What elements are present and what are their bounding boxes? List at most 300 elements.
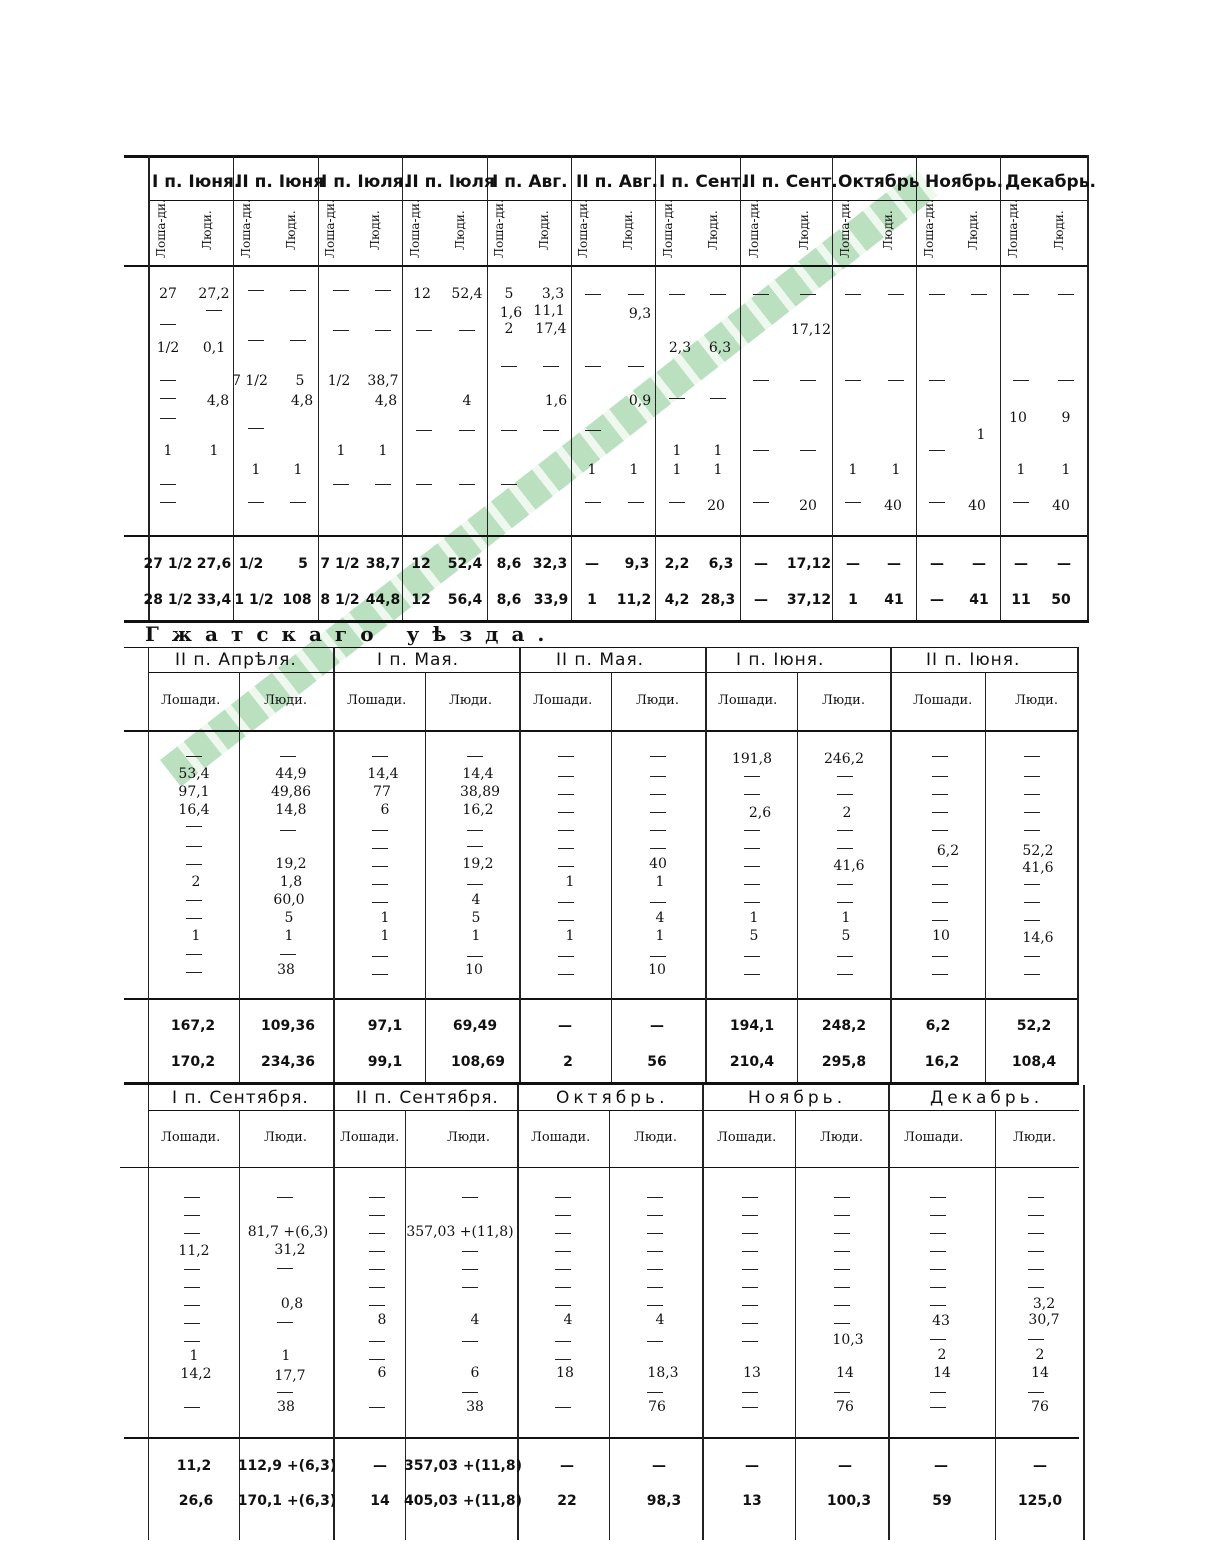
dash-mark <box>555 1197 571 1198</box>
cell: 5 <box>295 373 305 389</box>
total-cell: 100,3 <box>826 1493 872 1509</box>
dash-mark <box>834 1197 850 1198</box>
dash-mark <box>555 1233 571 1234</box>
sub-header-people: Люди. <box>820 1130 863 1145</box>
col-header: II п. Іюня <box>236 172 325 192</box>
col-header: II п. Сент. <box>743 172 838 192</box>
cell: 4,8 <box>374 393 398 409</box>
col-header: I п. Сентября. <box>172 1088 309 1108</box>
total-cell: — <box>930 592 944 608</box>
cell: 1 <box>672 462 682 478</box>
dash-mark <box>462 1251 478 1252</box>
sub-header-horses: Лоша-ди. <box>408 199 422 258</box>
sub-header-people: Люди. <box>368 210 382 250</box>
cell: 10 <box>932 928 950 944</box>
cell: 357,03 +(11,8) <box>406 1224 514 1240</box>
dash-mark <box>369 1215 385 1216</box>
total-cell: — <box>1057 556 1071 572</box>
dash-mark <box>369 1251 385 1252</box>
cell: 1/2 <box>156 340 180 356</box>
dash-mark <box>742 1215 758 1216</box>
dash-mark <box>742 1197 758 1198</box>
dash-mark <box>184 1269 200 1270</box>
total-cell: 357,03 +(11,8) <box>404 1458 522 1474</box>
dash-mark <box>834 1392 850 1393</box>
total-cell: 17,12 <box>786 556 832 572</box>
cell: 18 <box>556 1365 574 1381</box>
total-cell: 37,12 <box>786 592 832 608</box>
cell: 1 <box>380 928 390 944</box>
dash-mark <box>369 1359 385 1360</box>
dash-mark <box>834 1323 850 1324</box>
rule <box>120 1167 1079 1168</box>
total-cell: — <box>560 1458 574 1474</box>
dash-mark <box>1028 1215 1044 1216</box>
col-header: I п. Авг. <box>492 172 568 192</box>
total-cell: 194,1 <box>729 1018 775 1034</box>
total-cell: 170,2 <box>170 1054 216 1070</box>
cell: 0,1 <box>202 340 226 356</box>
total-cell: 22 <box>557 1493 577 1509</box>
rule <box>124 1437 1079 1439</box>
dash-mark <box>742 1341 758 1342</box>
cell: 14,4 <box>367 766 399 782</box>
cell: 52,4 <box>451 286 483 302</box>
sub-header-people: Люди. <box>200 210 214 250</box>
cell: 1 <box>471 928 481 944</box>
cell: 6 <box>470 1365 480 1381</box>
dash-mark <box>462 1197 478 1198</box>
dash-mark <box>277 1268 293 1269</box>
dash-mark <box>1028 1269 1044 1270</box>
dash-mark <box>1028 1287 1044 1288</box>
dash-mark <box>742 1233 758 1234</box>
cell: 8 <box>377 1312 387 1328</box>
total-cell: 8 1/2 <box>320 592 360 608</box>
dash-mark <box>930 1197 946 1198</box>
cell: 4 <box>471 892 481 908</box>
cell: 7 1/2 <box>232 373 268 389</box>
dash-mark <box>834 1233 850 1234</box>
cell: 13 <box>743 1365 761 1381</box>
sub-header-people: Люди. <box>264 693 307 708</box>
cell: 53,4 <box>178 766 210 782</box>
dash-mark <box>184 1407 200 1408</box>
cell: 1 <box>336 443 346 459</box>
cell: 10 <box>465 962 483 978</box>
total-cell: 9,3 <box>624 556 650 572</box>
cell: 16,2 <box>462 802 494 818</box>
total-cell: 2,2 <box>664 556 690 572</box>
cell: 3,2 <box>1032 1296 1056 1312</box>
sub-header-horses: Лошади. <box>161 1130 221 1145</box>
dash-mark <box>369 1287 385 1288</box>
dash-mark <box>462 1287 478 1288</box>
total-cell: 1 1/2 <box>234 592 274 608</box>
dash-mark <box>369 1407 385 1408</box>
sub-header-horses: Лоша-ди. <box>1006 199 1020 258</box>
total-cell: 125,0 <box>1017 1493 1063 1509</box>
total-cell: 52,4 <box>447 556 483 572</box>
total-cell: 210,4 <box>729 1054 775 1070</box>
sub-header-horses: Лоша-ди. <box>492 199 506 258</box>
cell: 2,6 <box>748 805 772 821</box>
cell: 10 <box>648 962 666 978</box>
dash-mark <box>1028 1251 1044 1252</box>
sub-header-horses: Лошади. <box>340 1130 400 1145</box>
dash-mark <box>555 1251 571 1252</box>
dash-mark <box>647 1269 663 1270</box>
dash-mark <box>277 1322 293 1323</box>
cell: 38 <box>466 1399 484 1415</box>
cell: 97,1 <box>178 784 210 800</box>
total-cell: 32,3 <box>532 556 568 572</box>
cell: 1,8 <box>279 874 303 890</box>
col-header: II п. Сентября. <box>356 1088 499 1108</box>
sub-header-people: Люди. <box>706 210 720 250</box>
total-cell: 69,49 <box>452 1018 498 1034</box>
total-cell: 16,2 <box>924 1054 960 1070</box>
cell: 1 <box>281 1348 291 1364</box>
sub-header-people: Люди. <box>634 1130 677 1145</box>
total-cell: — <box>846 556 860 572</box>
cell: 20 <box>799 498 817 514</box>
dash-mark <box>834 1305 850 1306</box>
total-cell: — <box>934 1458 948 1474</box>
total-cell: 99,1 <box>367 1054 403 1070</box>
cell: 12 <box>413 286 431 302</box>
col-header: II п. Іюля <box>406 172 495 192</box>
total-cell: 11,2 <box>616 592 652 608</box>
dash-mark <box>742 1269 758 1270</box>
total-cell: 41 <box>884 592 904 608</box>
dash-mark <box>647 1392 663 1393</box>
cell: 2 <box>937 1347 947 1363</box>
cell: 4 <box>563 1312 573 1328</box>
cell: 5 <box>841 928 851 944</box>
total-cell: 6,3 <box>708 556 734 572</box>
col-divider <box>795 1110 796 1540</box>
dash-mark <box>555 1215 571 1216</box>
dash-mark <box>184 1215 200 1216</box>
total-cell: 5 <box>298 556 308 572</box>
dash-mark <box>184 1233 200 1234</box>
cell: 49,86 <box>270 784 312 800</box>
cell: 9,3 <box>628 306 652 322</box>
dash-mark <box>1028 1233 1044 1234</box>
dash-mark <box>930 1339 946 1340</box>
cell: 14,8 <box>275 802 307 818</box>
cell: 1 <box>629 462 639 478</box>
sub-header-people: Люди. <box>447 1130 490 1145</box>
cell: 76 <box>648 1399 666 1415</box>
sub-header-horses: Лошади. <box>718 693 778 708</box>
sub-header-horses: Лоша-ди. <box>154 199 168 258</box>
total-cell: — <box>585 556 599 572</box>
sub-header-people: Люди. <box>1015 693 1058 708</box>
dash-mark <box>369 1233 385 1234</box>
total-cell: — <box>972 556 986 572</box>
cell: 27 <box>159 286 177 302</box>
cell: 4,8 <box>290 393 314 409</box>
total-cell: — <box>838 1458 852 1474</box>
sub-header-horses: Лоша-ди. <box>661 199 675 258</box>
total-cell: 41 <box>969 592 989 608</box>
sub-header-people: Люди. <box>1052 210 1066 250</box>
total-cell: 1/2 <box>238 556 264 572</box>
total-cell: 28 1/2 <box>143 592 193 608</box>
cell: 6 <box>377 1365 387 1381</box>
total-cell: 8,6 <box>496 556 522 572</box>
col-divider <box>888 1085 890 1540</box>
dash-mark <box>369 1341 385 1342</box>
sub-header-horses: Лоша-ди. <box>239 199 253 258</box>
cell: 4,8 <box>206 393 230 409</box>
total-cell: 234,36 <box>260 1054 316 1070</box>
cell: 30,7 <box>1028 1312 1060 1328</box>
cell: 40 <box>649 856 667 872</box>
dash-mark <box>930 1233 946 1234</box>
cell: 1 <box>1061 462 1071 478</box>
sub-header-horses: Лошади. <box>717 1130 777 1145</box>
col-header: Октябрь <box>838 172 920 192</box>
cell: 19,2 <box>275 856 307 872</box>
cell: 1 <box>189 1348 199 1364</box>
cell: 11,1 <box>533 303 565 319</box>
col-header: Декабрь. <box>1005 172 1096 192</box>
cell: 191,8 <box>731 751 773 767</box>
sub-header-horses: Лошади. <box>904 1130 964 1145</box>
cell: 76 <box>1031 1399 1049 1415</box>
cell: 1/2 <box>327 373 351 389</box>
sub-header-horses: Лоша-ди. <box>747 199 761 258</box>
sub-header-people: Люди. <box>797 210 811 250</box>
cell: 10,3 <box>832 1332 864 1348</box>
cell: 6 <box>380 802 390 818</box>
total-cell: 8,6 <box>496 592 522 608</box>
dash-mark <box>1028 1197 1044 1198</box>
total-cell: 2 <box>563 1054 573 1070</box>
cell: 31,2 <box>274 1242 306 1258</box>
cell: 1 <box>378 443 388 459</box>
cell: 6,2 <box>936 843 960 859</box>
dash-mark <box>462 1269 478 1270</box>
dash-mark <box>834 1287 850 1288</box>
cell: 40 <box>884 498 902 514</box>
cell: 0,8 <box>280 1296 304 1312</box>
cell: 14 <box>1031 1365 1049 1381</box>
cell: 1 <box>163 443 173 459</box>
sub-header-horses: Лоша-ди. <box>838 199 852 258</box>
cell: 1 <box>284 928 294 944</box>
total-cell: 108 <box>282 592 312 608</box>
cell: 17,4 <box>535 321 567 337</box>
cell: 4 <box>655 910 665 926</box>
cell: 81,7 +(6,3) <box>247 1224 329 1240</box>
dash-mark <box>647 1233 663 1234</box>
dash-mark <box>742 1287 758 1288</box>
sub-header-horses: Лоша-ди. <box>922 199 936 258</box>
total-cell: 56,4 <box>447 592 483 608</box>
total-cell: 405,03 +(11,8) <box>404 1493 522 1509</box>
cell: 17,12 <box>790 322 832 338</box>
dash-mark <box>647 1287 663 1288</box>
dash-mark <box>369 1305 385 1306</box>
cell: 2 <box>1035 1347 1045 1363</box>
total-cell: 12 <box>411 592 431 608</box>
cell: 60,0 <box>273 892 305 908</box>
total-cell: 13 <box>742 1493 762 1509</box>
cell: 6,3 <box>708 340 732 356</box>
dash-mark <box>555 1341 571 1342</box>
total-cell: 109,36 <box>260 1018 316 1034</box>
col-header: I п. Іюля. <box>321 172 411 192</box>
dash-mark <box>647 1251 663 1252</box>
cell: 11,2 <box>178 1243 210 1259</box>
col-header: II п. Апрѣля. <box>175 650 297 670</box>
dash-mark <box>184 1287 200 1288</box>
dash-mark <box>742 1251 758 1252</box>
cell: 0,9 <box>628 393 652 409</box>
cell: 1 <box>1016 462 1026 478</box>
cell: 1 <box>841 910 851 926</box>
cell: 41,6 <box>833 858 865 874</box>
col-header: II п. Іюня. <box>926 650 1021 670</box>
sub-header-horses: Лошади. <box>347 693 407 708</box>
dash-mark <box>555 1407 571 1408</box>
cell: 4 <box>655 1312 665 1328</box>
cell: 5 <box>749 928 759 944</box>
cell: 1 <box>976 427 986 443</box>
total-cell: 108,4 <box>1011 1054 1057 1070</box>
cell: 2 <box>191 874 201 890</box>
cell: 1 <box>380 910 390 926</box>
cell: 41,6 <box>1022 860 1054 876</box>
cell: 9 <box>1061 410 1071 426</box>
cell: 14 <box>836 1365 854 1381</box>
total-cell: 26,6 <box>178 1493 214 1509</box>
cell: 1 <box>848 462 858 478</box>
dash-mark <box>555 1287 571 1288</box>
total-cell: 98,3 <box>646 1493 682 1509</box>
cell: 27,2 <box>198 286 230 302</box>
cell: 14,2 <box>180 1366 212 1382</box>
cell: 1 <box>655 928 665 944</box>
total-cell: 52,2 <box>1016 1018 1052 1034</box>
total-cell: 1 <box>587 592 597 608</box>
cell: 1 <box>251 462 261 478</box>
col-header: Декабрь. <box>930 1088 1044 1108</box>
cell: 38 <box>277 1399 295 1415</box>
cell: 18,3 <box>647 1365 679 1381</box>
total-cell: 56 <box>647 1054 667 1070</box>
sub-header-horses: Лошади. <box>531 1130 591 1145</box>
total-cell: — <box>558 1018 572 1034</box>
dash-mark <box>834 1215 850 1216</box>
dash-mark <box>742 1305 758 1306</box>
total-cell: 167,2 <box>170 1018 216 1034</box>
cell: 20 <box>707 498 725 514</box>
sub-header-people: Люди. <box>264 1130 307 1145</box>
cell: 5 <box>504 286 514 302</box>
cell: 1 <box>293 462 303 478</box>
total-cell: — <box>745 1458 759 1474</box>
total-cell: 4,2 <box>664 592 690 608</box>
dash-mark <box>1028 1339 1044 1340</box>
total-cell: 59 <box>932 1493 952 1509</box>
cell: 4 <box>462 393 472 409</box>
sub-header-people: Люди. <box>636 693 679 708</box>
cell: 1 <box>749 910 759 926</box>
sub-header-people: Люди. <box>537 210 551 250</box>
dash-mark <box>647 1197 663 1198</box>
dash-mark <box>462 1392 478 1393</box>
total-cell: — <box>650 1018 664 1034</box>
cell: 1 <box>891 462 901 478</box>
district-title: Гжатскаго уѣзда. <box>145 622 558 646</box>
cell: 2 <box>504 321 514 337</box>
total-cell: 50 <box>1051 592 1071 608</box>
dash-mark <box>555 1269 571 1270</box>
col-divider <box>609 1110 610 1540</box>
cell: 1,6 <box>544 393 568 409</box>
sub-header-people: Люди. <box>449 693 492 708</box>
rule <box>148 1110 1079 1111</box>
dash-mark <box>647 1341 663 1342</box>
sub-header-people: Люди. <box>966 210 980 250</box>
cell: 10 <box>1009 410 1027 426</box>
col-header: II п. Мая. <box>556 650 645 670</box>
cell: 5 <box>471 910 481 926</box>
dash-mark <box>930 1215 946 1216</box>
sub-header-horses: Лоша-ди. <box>323 199 337 258</box>
cell: 14,6 <box>1022 930 1054 946</box>
cell: 1 <box>565 928 575 944</box>
col-divider <box>995 1110 996 1540</box>
col-header: Октябрь. <box>556 1088 669 1108</box>
total-cell: — <box>373 1458 387 1474</box>
sub-header-people: Люди. <box>822 693 865 708</box>
dash-mark <box>742 1407 758 1408</box>
sub-header-people: Люди. <box>284 210 298 250</box>
total-cell: — <box>930 556 944 572</box>
cell: 43 <box>932 1313 950 1329</box>
dash-mark <box>277 1197 293 1198</box>
total-cell: 11 <box>1011 592 1031 608</box>
total-cell: 33,4 <box>196 592 232 608</box>
total-cell: — <box>1033 1458 1047 1474</box>
sub-header-horses: Лошади. <box>533 693 593 708</box>
dash-mark <box>1028 1392 1044 1393</box>
total-cell: — <box>887 556 901 572</box>
total-cell: 12 <box>411 556 431 572</box>
total-cell: — <box>754 592 768 608</box>
cell: 1 <box>672 443 682 459</box>
cell: 1 <box>713 462 723 478</box>
sub-header-people: Люди. <box>1013 1130 1056 1145</box>
cell: 44,9 <box>275 766 307 782</box>
sub-header-people: Люди. <box>453 210 467 250</box>
total-cell: — <box>754 556 768 572</box>
cell: 40 <box>968 498 986 514</box>
dash-mark <box>184 1305 200 1306</box>
cell: 1 <box>587 462 597 478</box>
total-cell: 112,9 +(6,3) <box>237 1458 337 1474</box>
cell: 38 <box>277 962 295 978</box>
dash-mark <box>930 1269 946 1270</box>
dash-mark <box>184 1323 200 1324</box>
cell: 76 <box>836 1399 854 1415</box>
